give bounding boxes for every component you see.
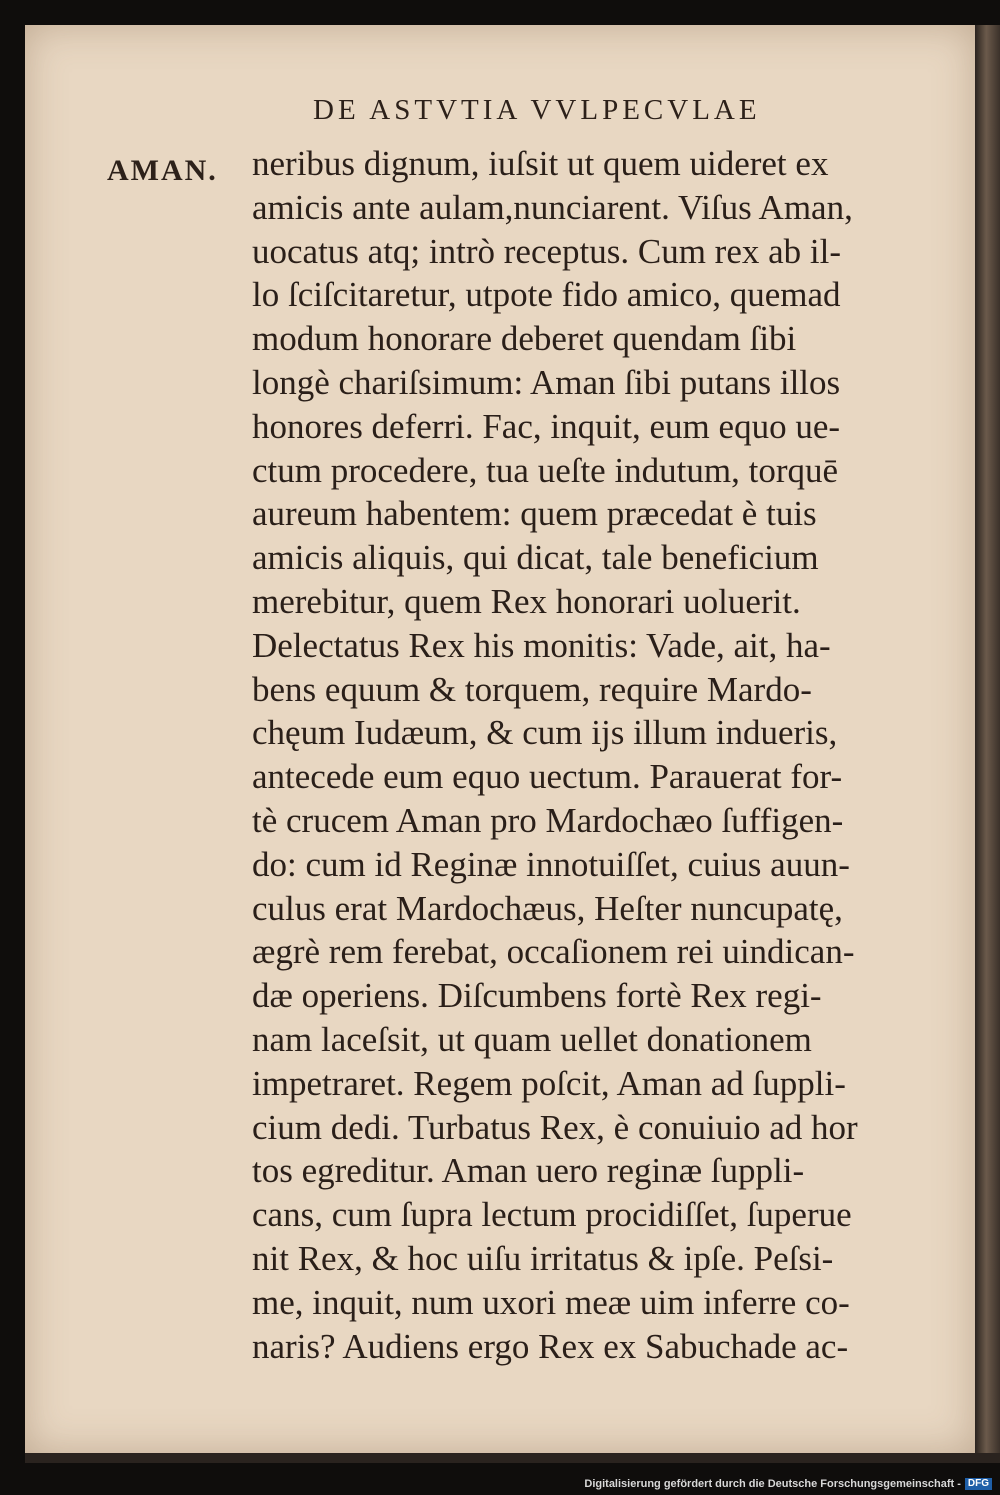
text-line: naris? Audiens ergo Rex ex Sabuchade ac- (252, 1326, 849, 1366)
digitization-credit (584, 1478, 992, 1490)
text-line: do: cum id Reginæ innotuiſſet, cuius auun- (252, 844, 850, 884)
text-line: impetraret. Regem poſcit, Aman ad ſuppli- (252, 1063, 846, 1103)
dfg-logo: DFG (965, 1478, 992, 1490)
text-line: nit Rex, & hoc uiſu irritatus & ipſe. Peſsi- (252, 1238, 834, 1278)
running-head: DE ASTVTIA VVLPECVLAE (313, 94, 761, 126)
credit-text: Digitalisierung gefördert durch die Deutsche Forschungsgemeinschaft - (584, 1478, 961, 1490)
text-line: longè chariſsimum: Aman ſibi putans illos (252, 362, 841, 402)
text-line: chęum Iudæum, & cum ijs illum indueris, (252, 713, 838, 753)
text-line: uocatus atq; intrò receptus. Cum rex ab il- (252, 231, 842, 271)
text-line: tos egreditur. Aman uero reginæ ſuppli- (252, 1151, 805, 1191)
text-line: nam laceſsit, ut quam uellet donationem (252, 1019, 812, 1059)
text-line: ægrè rem ferebat, occaſionem rei uindican- (252, 932, 855, 972)
margin-note: AMAN. (107, 154, 218, 187)
text-line: ctum procedere, tua ueſte indutum, torquē (252, 450, 839, 490)
body-text (252, 142, 964, 1368)
text-line: cium dedi. Turbatus Rex, è conuiuio ad hor (252, 1107, 858, 1147)
text-line: aureum habentem: quem præcedat è tuis (252, 494, 817, 534)
text-line: honores deferri. Fac, inquit, eum equo ue- (252, 406, 841, 446)
text-line: dæ operiens. Diſcumbens fortè Rex regi- (252, 976, 822, 1016)
page-edge (975, 25, 1000, 1453)
text-line: lo ſciſcitaretur, utpote fido amico, quemad (252, 275, 841, 315)
page-bottom-edge (25, 1453, 1000, 1463)
text-line: modum honorare deberet quendam ſibi (252, 319, 797, 359)
text-line: culus erat Mardochæus, Heſter nuncupatę, (252, 888, 843, 928)
text-line: amicis ante aulam,nunciarent. Viſus Aman, (252, 187, 853, 227)
text-line: me, inquit, num uxori meæ uim inferre co- (252, 1282, 850, 1322)
text-line: neribus dignum, iuſsit ut quem uideret ex (252, 144, 829, 183)
text-line: cans, cum ſupra lectum procidiſſet, ſuperue (252, 1195, 852, 1235)
text-line: bens equum & torquem, require Mardo- (252, 669, 812, 709)
text-line: Delectatus Rex his monitis: Vade, ait, ha- (252, 625, 831, 665)
text-line: merebitur, quem Rex honorari uoluerit. (252, 581, 801, 621)
text-line: antecede eum equo uectum. Parauerat for- (252, 757, 843, 797)
text-line: tè crucem Aman pro Mardochæo ſuffigen- (252, 800, 844, 840)
text-line: amicis aliquis, qui dicat, tale beneficium (252, 538, 819, 578)
